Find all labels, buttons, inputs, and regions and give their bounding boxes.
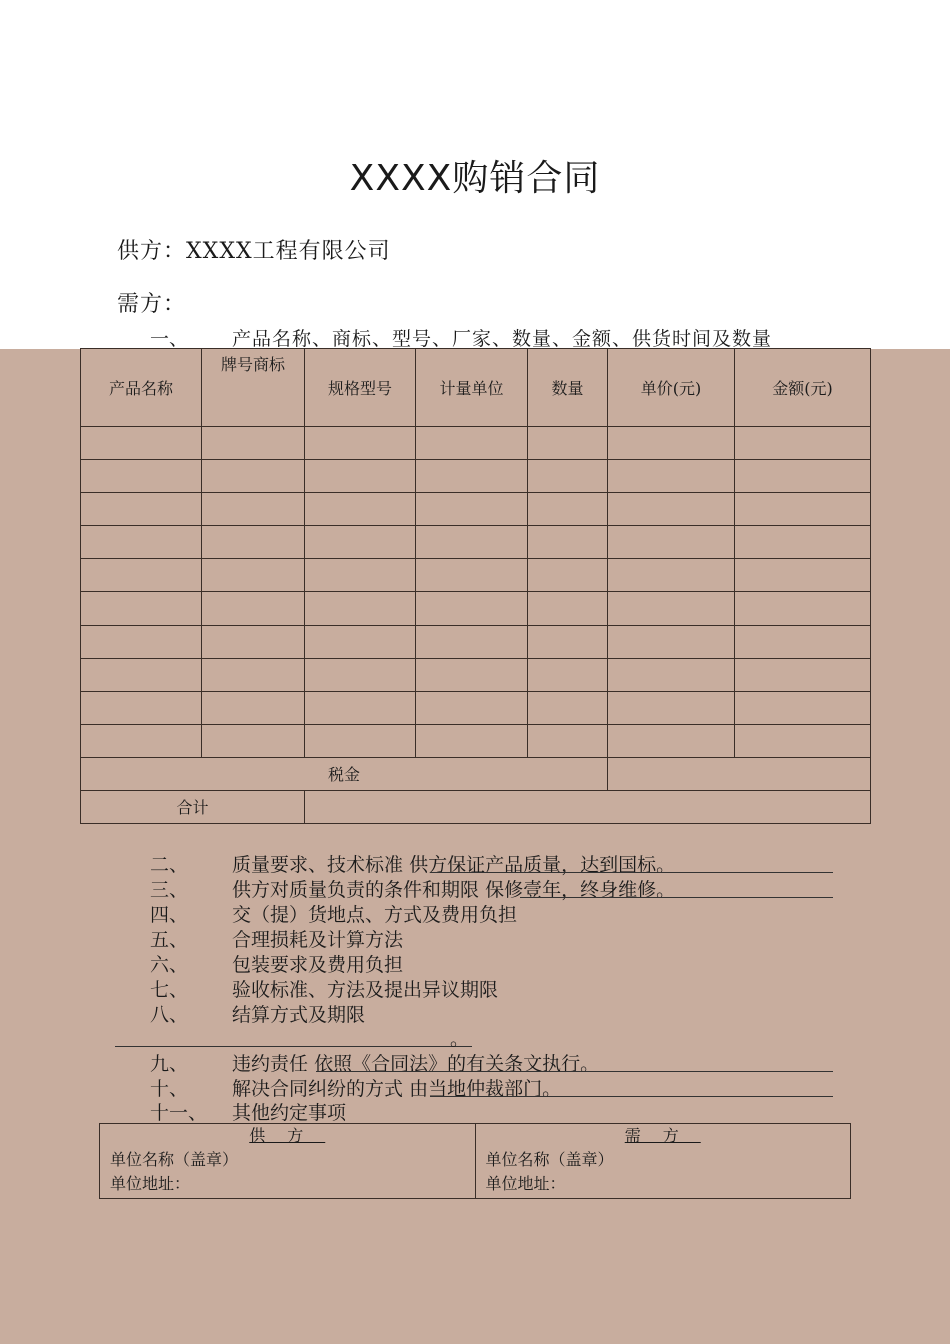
item7-number: 七、 bbox=[150, 979, 189, 1001]
table-cell[interactable] bbox=[608, 427, 735, 460]
table-cell[interactable] bbox=[608, 625, 735, 658]
header-unit-price: 单价(元) bbox=[608, 349, 735, 427]
total-label: 合计 bbox=[81, 790, 305, 823]
table-cell[interactable] bbox=[528, 625, 608, 658]
buyer-signature-cell bbox=[475, 1124, 851, 1199]
item8-text: 结算方式及期限 bbox=[232, 1004, 366, 1026]
table-row bbox=[81, 493, 871, 526]
table-cell[interactable] bbox=[608, 724, 735, 757]
table-cell[interactable] bbox=[735, 592, 871, 625]
table-row bbox=[81, 460, 871, 493]
table-cell[interactable] bbox=[528, 559, 608, 592]
table-cell[interactable] bbox=[528, 427, 608, 460]
item10-number: 十、 bbox=[150, 1078, 189, 1100]
table-cell[interactable] bbox=[416, 691, 528, 724]
item10-text: 解决合同纠纷的方式 由当地仲裁部门。 bbox=[232, 1078, 562, 1100]
total-value-cell[interactable] bbox=[305, 790, 871, 823]
table-cell[interactable] bbox=[528, 658, 608, 691]
header-product-name: 产品名称 bbox=[81, 349, 202, 427]
item3-number: 三、 bbox=[150, 879, 189, 901]
table-cell[interactable] bbox=[416, 526, 528, 559]
table-cell[interactable] bbox=[202, 460, 305, 493]
table-cell[interactable] bbox=[735, 724, 871, 757]
table-cell[interactable] bbox=[81, 559, 202, 592]
table-cell[interactable] bbox=[416, 625, 528, 658]
table-cell[interactable] bbox=[81, 592, 202, 625]
table-cell[interactable] bbox=[528, 526, 608, 559]
item5-text: 合理损耗及计算方法 bbox=[232, 929, 404, 951]
tax-label: 税金 bbox=[81, 757, 608, 790]
tax-row bbox=[81, 757, 871, 790]
table-cell[interactable] bbox=[608, 691, 735, 724]
section1-heading: 产品名称、商标、型号、厂家、数量、金额、供货时间及数量 bbox=[232, 328, 773, 350]
table-row bbox=[81, 724, 871, 757]
table-cell[interactable] bbox=[305, 592, 416, 625]
item3-text: 供方对质量负责的条件和期限 保修壹年，终身维修。 bbox=[232, 879, 676, 901]
table-cell[interactable] bbox=[416, 493, 528, 526]
table-cell[interactable] bbox=[528, 460, 608, 493]
table-cell[interactable] bbox=[81, 625, 202, 658]
table-cell[interactable] bbox=[608, 559, 735, 592]
item9-underline bbox=[316, 1071, 833, 1072]
supplier-signature-cell bbox=[100, 1124, 476, 1199]
table-cell[interactable] bbox=[81, 427, 202, 460]
item4-number: 四、 bbox=[150, 904, 189, 926]
table-cell[interactable] bbox=[608, 592, 735, 625]
section1-number: 一、 bbox=[150, 328, 189, 350]
table-cell[interactable] bbox=[735, 526, 871, 559]
item11-text: 其他约定事项 bbox=[232, 1102, 347, 1124]
table-cell[interactable] bbox=[608, 460, 735, 493]
buyer-sign-header: 需方 bbox=[624, 1126, 701, 1145]
table-row bbox=[81, 526, 871, 559]
table-cell[interactable] bbox=[416, 592, 528, 625]
product-table bbox=[80, 348, 871, 824]
table-cell[interactable] bbox=[608, 493, 735, 526]
table-cell[interactable] bbox=[305, 559, 416, 592]
item2-number: 二、 bbox=[150, 854, 189, 876]
item6-number: 六、 bbox=[150, 954, 189, 976]
item8-period: 。 bbox=[450, 1028, 470, 1050]
table-cell[interactable] bbox=[528, 493, 608, 526]
supplier-name-label: 单位名称（盖章） bbox=[110, 1150, 239, 1169]
contract-title: XXXX购销合同 bbox=[349, 158, 601, 199]
item7-text: 验收标准、方法及提出异议期限 bbox=[232, 979, 499, 1001]
item9-text: 违约责任 依照《合同法》的有关条文执行。 bbox=[232, 1053, 600, 1075]
table-cell[interactable] bbox=[528, 592, 608, 625]
supplier-address-label: 单位地址： bbox=[110, 1174, 191, 1193]
table-cell[interactable] bbox=[202, 559, 305, 592]
table-cell[interactable] bbox=[416, 427, 528, 460]
table-cell[interactable] bbox=[608, 526, 735, 559]
table-cell[interactable] bbox=[81, 526, 202, 559]
header-spec: 规格型号 bbox=[305, 349, 416, 427]
table-cell[interactable] bbox=[735, 559, 871, 592]
table-row bbox=[81, 691, 871, 724]
header-quantity: 数量 bbox=[528, 349, 608, 427]
table-cell[interactable] bbox=[305, 460, 416, 493]
table-cell[interactable] bbox=[735, 493, 871, 526]
table-cell[interactable] bbox=[81, 691, 202, 724]
item2-underline bbox=[430, 872, 833, 873]
tax-value-cell[interactable] bbox=[608, 757, 871, 790]
table-cell[interactable] bbox=[202, 526, 305, 559]
supplier-sign-header: 供方 bbox=[249, 1126, 326, 1145]
supplier-line: 供方：XXXX工程有限公司 bbox=[117, 239, 391, 264]
table-cell[interactable] bbox=[528, 724, 608, 757]
table-cell[interactable] bbox=[81, 460, 202, 493]
header-amount: 金额(元) bbox=[735, 349, 871, 427]
table-cell[interactable] bbox=[416, 658, 528, 691]
table-cell[interactable] bbox=[735, 658, 871, 691]
table-cell[interactable] bbox=[528, 691, 608, 724]
table-cell[interactable] bbox=[305, 493, 416, 526]
table-cell[interactable] bbox=[202, 658, 305, 691]
table-row bbox=[81, 592, 871, 625]
table-cell[interactable] bbox=[202, 691, 305, 724]
item10-underline bbox=[430, 1096, 833, 1097]
item8-number: 八、 bbox=[150, 1004, 189, 1026]
table-row bbox=[81, 625, 871, 658]
item9-number: 九、 bbox=[150, 1053, 189, 1075]
item2-text: 质量要求、技术标准 供方保证产品质量，达到国标。 bbox=[232, 854, 676, 876]
header-brand: 牌号商标 bbox=[202, 349, 305, 427]
table-row bbox=[81, 427, 871, 460]
item6-text: 包装要求及费用负担 bbox=[232, 954, 404, 976]
table-cell[interactable] bbox=[608, 658, 735, 691]
item5-number: 五、 bbox=[150, 929, 189, 951]
item4-text: 交（提）货地点、方式及费用负担 bbox=[232, 904, 518, 926]
table-cell[interactable] bbox=[735, 625, 871, 658]
table-cell[interactable] bbox=[81, 658, 202, 691]
table-cell[interactable] bbox=[305, 625, 416, 658]
buyer-name-label: 单位名称（盖章） bbox=[485, 1150, 614, 1169]
table-cell[interactable] bbox=[305, 724, 416, 757]
table-cell[interactable] bbox=[305, 526, 416, 559]
table-row bbox=[81, 559, 871, 592]
table-row bbox=[81, 658, 871, 691]
table-cell[interactable] bbox=[202, 592, 305, 625]
table-cell[interactable] bbox=[305, 691, 416, 724]
table-cell[interactable] bbox=[81, 724, 202, 757]
buyer-line: 需方： bbox=[117, 292, 187, 317]
table-cell[interactable] bbox=[305, 658, 416, 691]
table-cell[interactable] bbox=[735, 460, 871, 493]
table-cell[interactable] bbox=[202, 427, 305, 460]
item11-number: 十一、 bbox=[150, 1102, 208, 1124]
table-cell[interactable] bbox=[202, 724, 305, 757]
total-row bbox=[81, 790, 871, 823]
item8-underline bbox=[115, 1046, 472, 1047]
table-cell[interactable] bbox=[416, 559, 528, 592]
item3-underline bbox=[520, 897, 833, 898]
buyer-address-label: 单位地址： bbox=[485, 1174, 566, 1193]
signature-table bbox=[99, 1123, 851, 1199]
table-cell[interactable] bbox=[735, 691, 871, 724]
header-unit: 计量单位 bbox=[416, 349, 528, 427]
table-cell[interactable] bbox=[81, 493, 202, 526]
table-cell[interactable] bbox=[735, 427, 871, 460]
table-cell[interactable] bbox=[305, 427, 416, 460]
table-cell[interactable] bbox=[416, 460, 528, 493]
table-cell[interactable] bbox=[202, 625, 305, 658]
table-cell[interactable] bbox=[416, 724, 528, 757]
table-cell[interactable] bbox=[202, 493, 305, 526]
